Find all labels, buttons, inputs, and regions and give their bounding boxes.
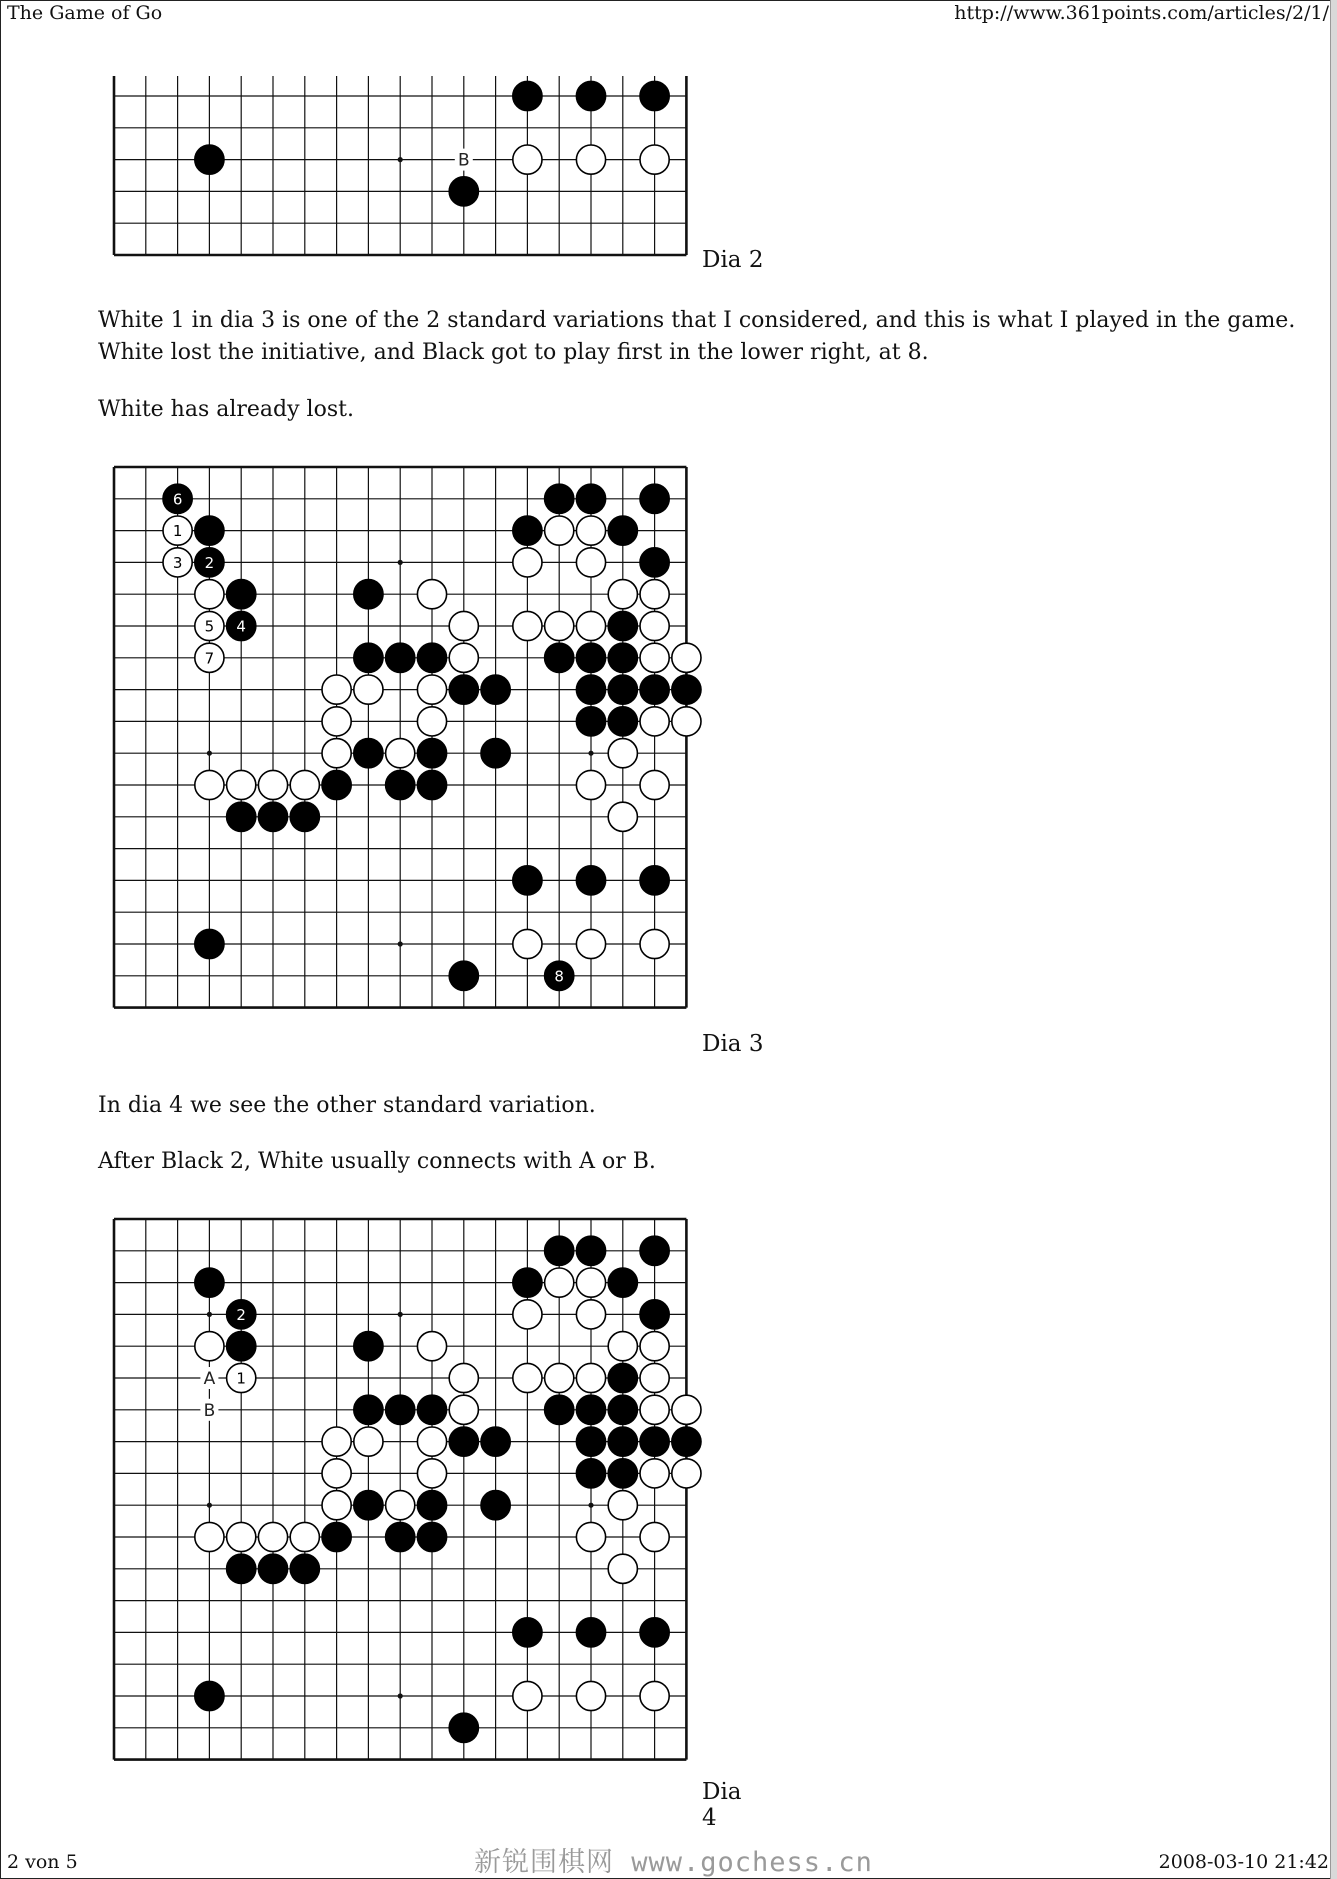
black-stone	[608, 1427, 637, 1456]
black-stone	[576, 675, 605, 704]
star-point	[398, 1312, 403, 1317]
star-point	[398, 560, 403, 565]
black-stone	[513, 81, 542, 110]
white-stone	[640, 1459, 669, 1488]
black-stone	[195, 1681, 224, 1710]
white-stone	[258, 1522, 287, 1551]
paragraph-3: White has already lost.	[98, 397, 354, 422]
white-stone	[513, 1681, 542, 1710]
white-stone	[545, 516, 574, 545]
black-stone	[640, 866, 669, 895]
white-stone	[354, 675, 383, 704]
grid-lines	[114, 467, 686, 1008]
white-stone	[672, 1395, 701, 1424]
black-stone	[322, 770, 351, 799]
dia4-board-wrap	[100, 1207, 760, 1831]
black-stone	[608, 707, 637, 736]
white-stone	[640, 929, 669, 958]
white-stone	[322, 739, 351, 768]
paragraph-1: White 1 in dia 3 is one of the 2 standard variations that I considered, and this is what I played in the game.	[98, 308, 1296, 333]
black-stone	[258, 802, 287, 831]
white-stone	[513, 145, 542, 174]
white-stone	[640, 1332, 669, 1361]
white-stone	[195, 770, 224, 799]
white-stone	[449, 643, 478, 672]
white-stone	[576, 1268, 605, 1297]
white-stone	[513, 929, 542, 958]
black-stone	[513, 866, 542, 895]
black-stone	[354, 643, 383, 672]
move-number-8: 8	[554, 967, 564, 986]
black-stone	[513, 516, 542, 545]
black-stone	[608, 611, 637, 640]
paragraph-2: White lost the initiative, and Black got to play first in the lower right, at 8.	[98, 340, 929, 365]
black-stone	[481, 675, 510, 704]
black-stone	[322, 1522, 351, 1551]
white-stone	[608, 802, 637, 831]
board-label-B: B	[457, 150, 470, 171]
dia2-board-wrap	[100, 80, 720, 260]
black-stone	[354, 1491, 383, 1520]
star-point	[398, 157, 403, 162]
white-stone	[258, 770, 287, 799]
black-stone	[608, 1363, 637, 1392]
white-stone	[322, 707, 351, 736]
black-stone	[449, 1713, 478, 1742]
white-stone	[195, 1332, 224, 1361]
star-point	[588, 751, 593, 756]
white-stone	[322, 1459, 351, 1488]
white-stone	[576, 548, 605, 577]
page-title: The Game of Go	[7, 2, 163, 24]
black-stone	[640, 1300, 669, 1329]
black-stone	[640, 484, 669, 513]
black-stone	[576, 1395, 605, 1424]
black-stone	[354, 1395, 383, 1424]
black-stone	[417, 643, 446, 672]
white-stone	[417, 1332, 446, 1361]
black-stone	[386, 643, 415, 672]
page-number: 2 von 5	[7, 1851, 78, 1873]
black-stone	[576, 1618, 605, 1647]
black-stone	[513, 1268, 542, 1297]
white-stone	[513, 548, 542, 577]
black-stone	[481, 1427, 510, 1456]
black-stone	[290, 802, 319, 831]
move-number-2: 2	[236, 1305, 246, 1324]
white-stone	[449, 1395, 478, 1424]
move-number-5: 5	[204, 617, 215, 636]
white-stone	[576, 516, 605, 545]
board-label-A: A	[203, 1369, 216, 1389]
white-stone	[227, 770, 256, 799]
black-stone	[227, 1332, 256, 1361]
black-stone	[576, 81, 605, 110]
black-stone	[576, 643, 605, 672]
black-stone	[640, 675, 669, 704]
white-stone	[545, 1363, 574, 1392]
black-stone	[545, 1395, 574, 1424]
white-stone	[449, 1363, 478, 1392]
grid-lines	[114, 1219, 686, 1760]
black-stone	[195, 516, 224, 545]
black-stone	[449, 177, 478, 206]
scrollbar-edge	[1330, 0, 1337, 1879]
black-stone	[576, 866, 605, 895]
black-stone	[640, 1236, 669, 1265]
black-stone	[354, 580, 383, 609]
black-stone	[227, 580, 256, 609]
black-stone	[417, 770, 446, 799]
white-stone	[449, 611, 478, 640]
white-stone	[640, 643, 669, 672]
white-stone	[354, 1427, 383, 1456]
black-stone	[608, 1395, 637, 1424]
white-stone	[417, 707, 446, 736]
black-stone	[417, 1491, 446, 1520]
black-stone	[481, 739, 510, 768]
white-stone	[576, 1522, 605, 1551]
white-stone	[608, 1491, 637, 1520]
move-number-7: 7	[204, 649, 215, 668]
star-point	[207, 751, 212, 756]
white-stone	[576, 929, 605, 958]
black-stone	[258, 1554, 287, 1583]
white-stone	[290, 770, 319, 799]
print-timestamp: 2008-03-10 21:42	[1158, 1851, 1329, 1873]
black-stone	[195, 1268, 224, 1297]
black-stone	[227, 1554, 256, 1583]
star-point	[398, 1693, 403, 1698]
dia4-board	[100, 1207, 760, 1797]
black-stone	[290, 1554, 319, 1583]
white-stone	[322, 1491, 351, 1520]
black-stone	[608, 675, 637, 704]
white-stone	[608, 739, 637, 768]
black-stone	[449, 1427, 478, 1456]
white-stone	[640, 1363, 669, 1392]
black-stone	[576, 484, 605, 513]
white-stone	[672, 1459, 701, 1488]
star-point	[588, 1503, 593, 1508]
white-stone	[386, 1491, 415, 1520]
white-stone	[513, 1363, 542, 1392]
white-stone	[576, 770, 605, 799]
white-stone	[417, 580, 446, 609]
black-stone	[640, 548, 669, 577]
black-stone	[513, 1618, 542, 1647]
black-stone	[672, 675, 701, 704]
white-stone	[640, 1522, 669, 1551]
white-stone	[195, 580, 224, 609]
black-stone	[545, 643, 574, 672]
black-stone	[386, 1522, 415, 1551]
black-stone	[576, 707, 605, 736]
white-stone	[640, 1681, 669, 1710]
black-stone	[576, 1427, 605, 1456]
white-stone	[417, 1459, 446, 1488]
black-stone	[227, 802, 256, 831]
black-stone	[640, 1618, 669, 1647]
white-stone	[417, 1427, 446, 1456]
black-stone	[608, 1459, 637, 1488]
white-stone	[608, 1554, 637, 1583]
black-stone	[354, 1332, 383, 1361]
white-stone	[608, 580, 637, 609]
black-stone	[640, 81, 669, 110]
black-stone	[545, 1236, 574, 1265]
dia4-label: Dia 4	[702, 1779, 742, 1831]
white-stone	[513, 611, 542, 640]
page-url[interactable]: http://www.361points.com/articles/2/1/	[954, 2, 1329, 24]
white-stone	[322, 675, 351, 704]
white-stone	[576, 1363, 605, 1392]
dia3-label: Dia 3	[702, 1031, 764, 1057]
black-stone	[449, 675, 478, 704]
black-stone	[417, 1395, 446, 1424]
white-stone	[640, 770, 669, 799]
paragraph-5: After Black 2, White usually connects with A or B.	[98, 1149, 656, 1174]
white-stone	[545, 1268, 574, 1297]
white-stone	[640, 580, 669, 609]
black-stone	[417, 1522, 446, 1551]
black-stone	[195, 145, 224, 174]
white-stone	[672, 643, 701, 672]
paragraph-4: In dia 4 we see the other standard variation.	[98, 1093, 596, 1118]
star-point	[398, 941, 403, 946]
board-label-B: B	[203, 1400, 216, 1421]
black-stone	[608, 643, 637, 672]
white-stone	[576, 145, 605, 174]
white-stone	[640, 145, 669, 174]
black-stone	[640, 1427, 669, 1456]
black-stone	[354, 739, 383, 768]
watermark: 新锐围棋网 www.gochess.cn	[474, 1847, 873, 1878]
move-number-3: 3	[172, 553, 183, 572]
star-point	[207, 1312, 212, 1317]
black-stone	[386, 1395, 415, 1424]
white-stone	[417, 675, 446, 704]
white-stone	[576, 1681, 605, 1710]
white-stone	[322, 1427, 351, 1456]
black-stone	[576, 1459, 605, 1488]
white-stone	[576, 611, 605, 640]
black-stone	[608, 1268, 637, 1297]
white-stone	[576, 1300, 605, 1329]
white-stone	[640, 707, 669, 736]
dia2-label: Dia 2	[702, 247, 764, 273]
black-stone	[481, 1491, 510, 1520]
star-point	[207, 1503, 212, 1508]
white-stone	[640, 1395, 669, 1424]
move-number-1: 1	[236, 1369, 246, 1388]
white-stone	[640, 611, 669, 640]
black-stone	[386, 770, 415, 799]
move-number-4: 4	[236, 617, 246, 636]
white-stone	[513, 1300, 542, 1329]
black-stone	[195, 929, 224, 958]
white-stone	[290, 1522, 319, 1551]
move-number-6: 6	[172, 490, 183, 509]
black-stone	[545, 484, 574, 513]
white-stone	[672, 707, 701, 736]
white-stone	[545, 611, 574, 640]
move-number-1: 1	[172, 522, 183, 541]
white-stone	[227, 1522, 256, 1551]
black-stone	[608, 516, 637, 545]
white-stone	[386, 739, 415, 768]
move-number-2: 2	[204, 553, 215, 572]
black-stone	[576, 1236, 605, 1265]
white-stone	[608, 1332, 637, 1361]
black-stone	[449, 961, 478, 990]
black-stone	[672, 1427, 701, 1456]
dia3-board	[100, 455, 720, 1055]
dia2-board	[100, 80, 720, 260]
white-stone	[195, 1522, 224, 1551]
black-stone	[417, 739, 446, 768]
